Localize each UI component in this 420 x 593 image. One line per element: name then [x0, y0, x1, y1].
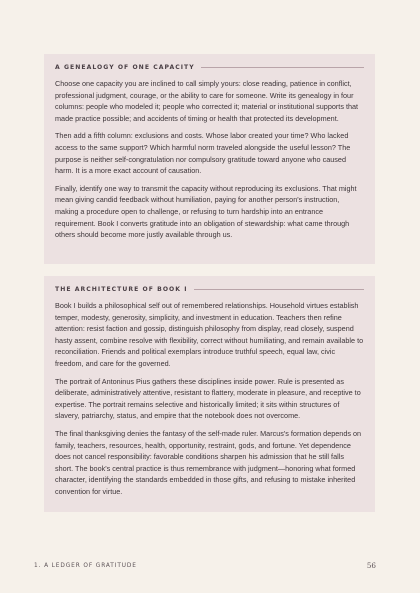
page-footer [34, 561, 376, 570]
section-heading [55, 64, 364, 71]
body-paragraph: The portrait of Antoninus Pius gathers these disciplines inside power. Rule is presented as deliberate, administratively attentive, resistant to flattery, moderate in pleasure, and receptive to expertise. The portrait remains selective and historically limited; it sits within structures of slavery, patriarchy, status, and empire that the notebook does not overcome. [55, 376, 361, 421]
heading-rule [201, 67, 364, 68]
body-paragraph: Then add a fifth column: exclusions and costs. Whose labor created your time? Who lacked access to the same support? Which harmful norm traveled alongside the useful lesson? The purpose is neither self-congratulation nor compulsory gratitude toward anyone who caused harm. It is a more exact account of causation. [55, 131, 351, 176]
section-genealogy-of-one-capacity [44, 54, 375, 264]
body-paragraph: The final thanksgiving denies the fantasy of the self-made ruler. Marcus's formation depends on family, teachers, resources, health, opportunity, restraint, gods, and fortune. Yet dependence does not cancel responsibility: favorable conditions sharpen his admission that he still falls short. The book's central practice is thus remembrance with judgment—honoring what formed character, identifying the standards embedded in those gifts, and refusing to mistake inherited convention for virtue. [55, 428, 362, 496]
running-head: 1. A LEDGER OF GRATITUDE [34, 562, 137, 569]
heading-rule [194, 289, 364, 290]
body-paragraph: Finally, identify one way to transmit the capacity without reproducing its exclusions. That might mean giving candid feedback without humiliation, paying for another person's instruction, making a procedure open to challenge, or refusing to turn hardship into an entrance requirement. Book I converts gratitude into an obligation of stewardship: what came through others should become more justly available through us. [55, 183, 357, 240]
section-heading-text: THE ARCHITECTURE OF BOOK I [55, 286, 188, 293]
section-heading-text: A GENEALOGY OF ONE CAPACITY [55, 64, 195, 71]
section-heading [55, 286, 364, 293]
section-architecture-of-book-i [44, 276, 375, 512]
body-paragraph: Book I builds a philosophical self out of remembered relationships. Household virtues establish temper, modesty, generosity, simplicity, and investment in education. Teachers then refine attention: resist faction and gossip, distinguish philosophy from display, read closely, suspend hasty assent, combine resolve with flexibility, correct without humiliating, and remain available to reconciliation. Friends and political exemplars introduce truthful speech, equal law, civic freedom, and care for the governed. [55, 301, 364, 368]
page-number: 56 [366, 561, 376, 570]
body-paragraph: Choose one capacity you are inclined to call simply yours: close reading, patience in conflict, professional judgment, courage, or the ability to care for someone. Write its genealogy in four columns: people who modeled it; people who corrected it; material or institutional supports that made practice possible; and accidents of timing or health that protected its development. [55, 79, 359, 123]
